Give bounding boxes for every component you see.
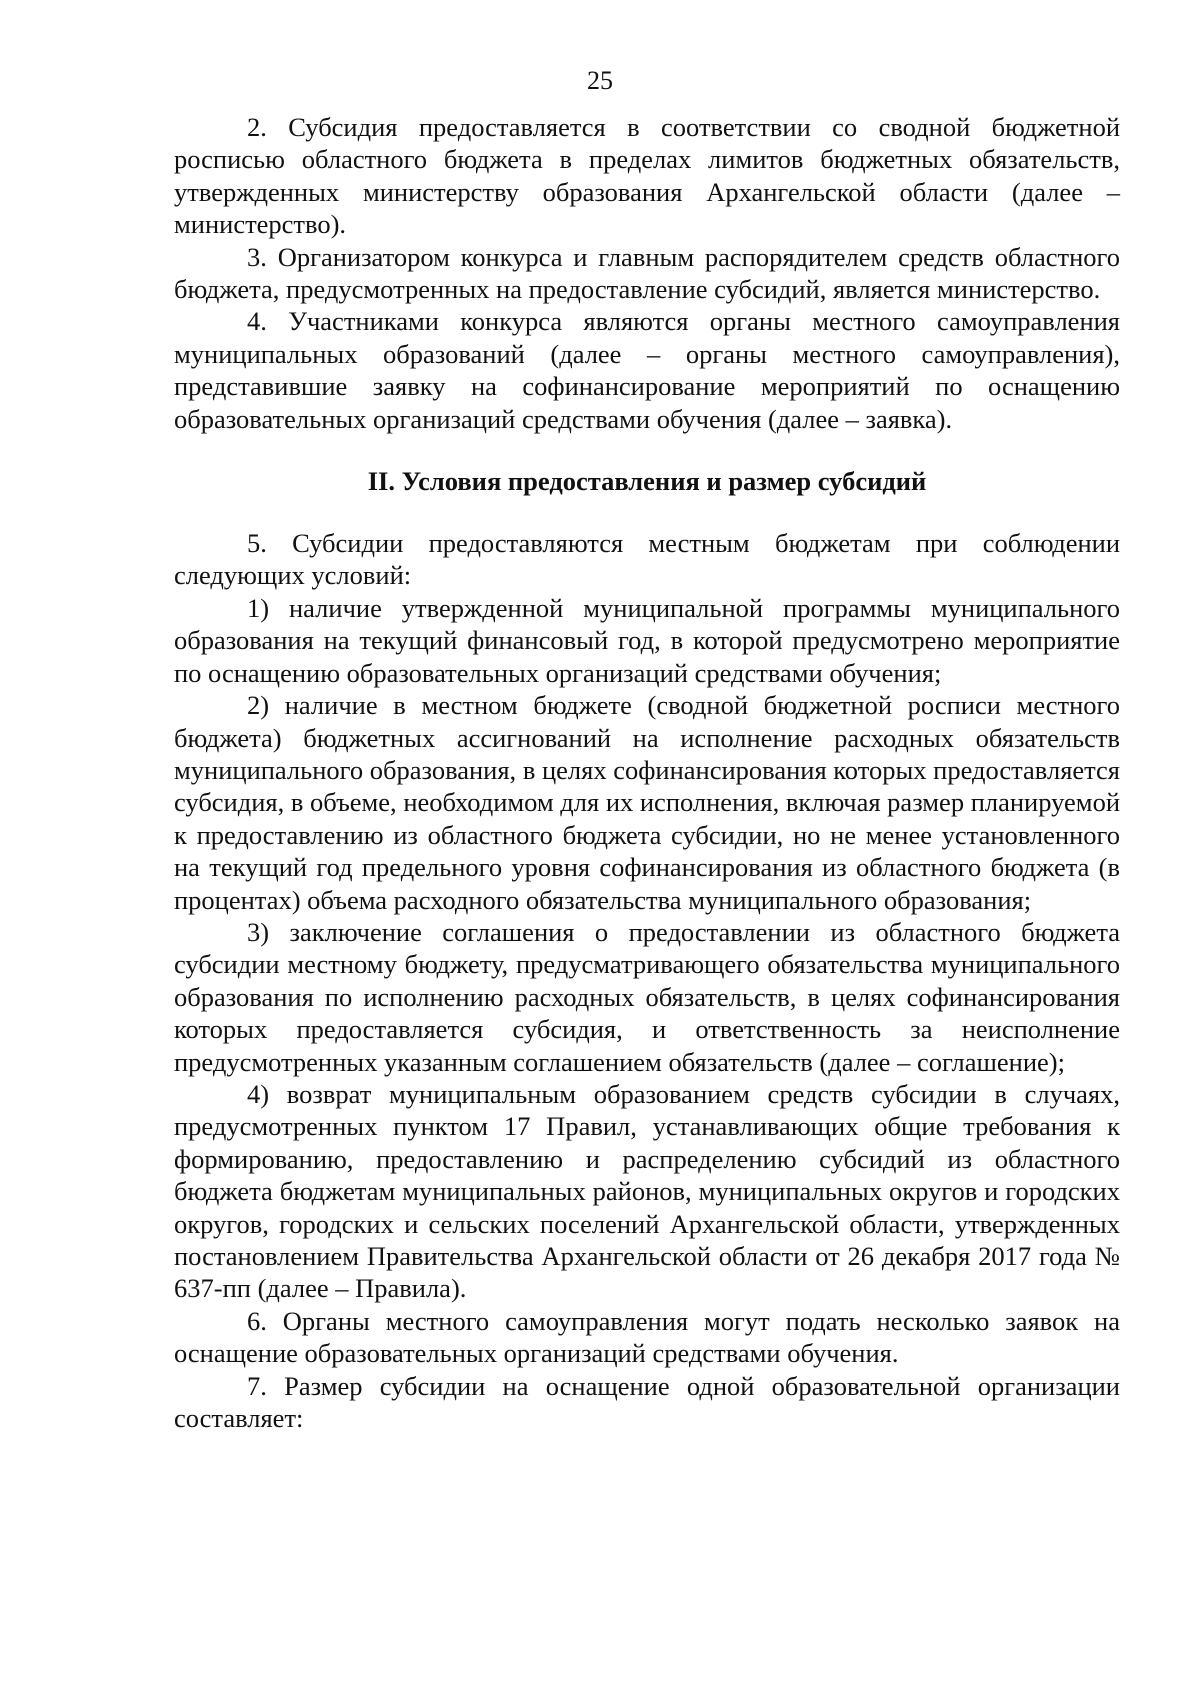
page-number: 25 bbox=[587, 66, 613, 95]
paragraph-6: 6. Органы местного самоуправления могут подать несколько заявок на оснащение образовательных организаций средствами обучения. bbox=[174, 1305, 1120, 1369]
condition-3: 3) заключение соглашения о предоставлении из областного бюджета субсидии местному бюджету, предусматривающего обязательства муниципального образования по исполнению расходных обязательств, в целях софинансирования которых предоставляется субсидия, и ответственность за неисполнение предусмотренных указанным соглашением обязательств (далее – соглашение); bbox=[174, 916, 1120, 1077]
paragraph-3: 3. Организатором конкурса и главным распорядителем средств областного бюджета, предусмотренных на предоставление субсидий, является министерство. bbox=[174, 241, 1120, 305]
condition-1: 1) наличие утвержденной муниципальной программы муниципального образования на текущий финансовый год, в которой предусмотрено мероприятие по оснащению образовательных организаций средствами обучения; bbox=[174, 592, 1120, 688]
paragraph-5: 5. Субсидии предоставляются местным бюджетам при соблюдении следующих условий: bbox=[174, 528, 1120, 591]
section-heading: II. Условия предоставления и размер субсидий bbox=[367, 466, 927, 497]
condition-4: 4) возврат муниципальным образованием средств субсидии в случаях, предусмотренных пунктом 17 Правил, устанавливающих общие требования к формированию, предоставлению и распределению субсидий из областного бюджета бюджетам муниципальных районов, муниципальных округов и городских округов, городских и сельских поселений Архангельской области, утвержденных постановлением Правительства Архангельской области от 26 декабря 2017 года № 637-пп (далее – Правила). bbox=[174, 1078, 1120, 1304]
paragraph-7: 7. Размер субсидии на оснащение одной образовательной организации составляет: bbox=[174, 1370, 1120, 1434]
condition-2: 2) наличие в местном бюджете (сводной бюджетной росписи местного бюджета) бюджетных ассигнований на исполнение расходных обязательств муниципального образования, в целях софинансирования которых предоставляется субсидия, в объеме, необходимом для их исполнения, включая размер планируемой к предоставлению из областного бюджета субсидии, но не менее установленного на текущий год предельного уровня софинансирования из областного бюджета (в процентах) объема расходного обязательства муниципального образования; bbox=[174, 690, 1120, 915]
document-body bbox=[174, 111, 1120, 1434]
paragraph-4: 4. Участниками конкурса являются органы местного самоуправления муниципальных образований (далее – органы местного самоуправления), представившие заявку на софинансирование мероприятий по оснащению образовательных организаций средствами обучения (далее – заявка). bbox=[174, 306, 1120, 434]
paragraph-2: 2. Субсидия предоставляется в соответствии со сводной бюджетной росписью областного бюджета в пределах лимитов бюджетных обязательств, утвержденных министерству образования Архангельской области (далее – министерство). bbox=[174, 112, 1120, 240]
